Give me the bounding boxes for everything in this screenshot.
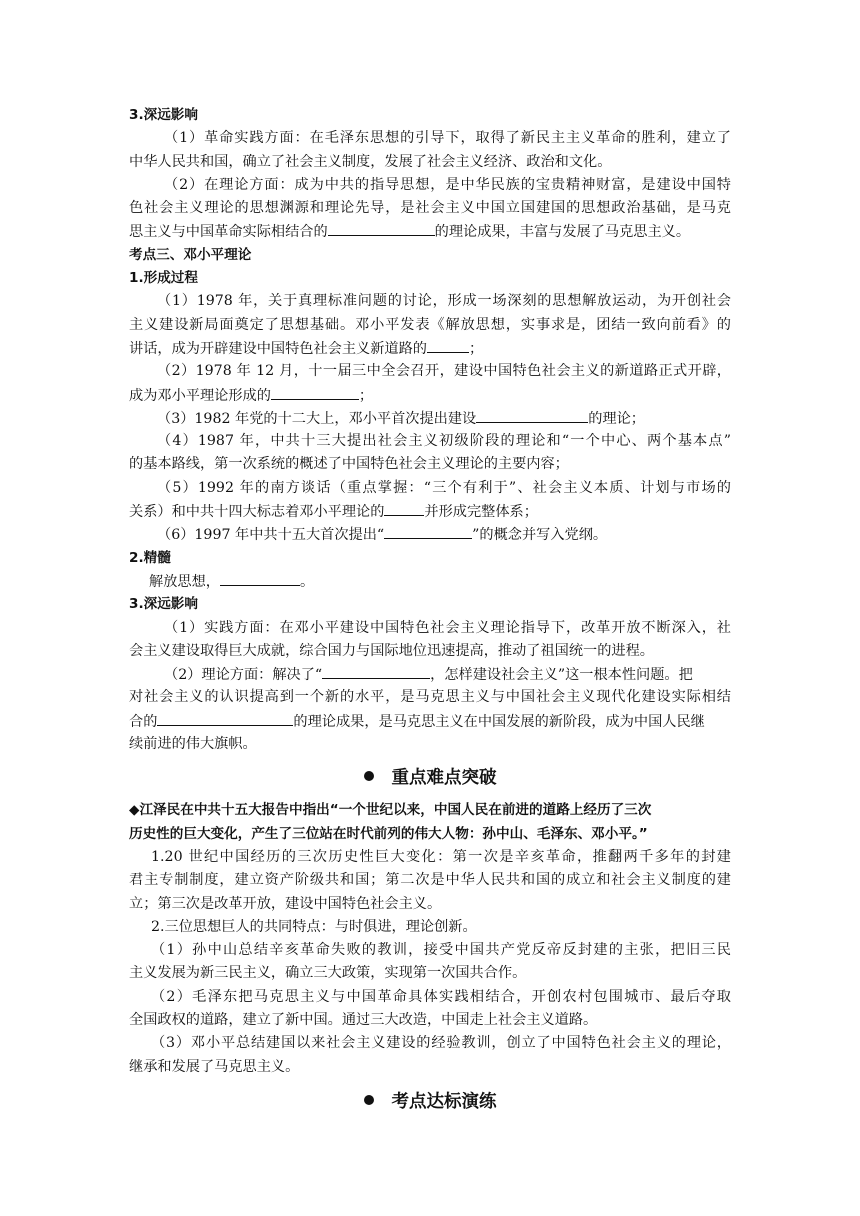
paragraph-line: 主义建设新局面奠定了思想基础。邓小平发表《解放思想，实事求是，团结一致向前看》的 (129, 316, 731, 333)
paragraph-line: （6）1997 年中共十五大首次提出“ ”的概念并写入党纲。 (129, 523, 731, 546)
fill-blank[interactable] (271, 384, 359, 400)
paragraph-line: 中华人民共和国，确立了社会主义制度，发展了社会主义经济、政治和文化。 (129, 153, 612, 170)
section-title-essence: 2.精髓 (129, 549, 171, 566)
section-title-impact-deng: 3.深远影响 (129, 596, 198, 613)
paragraph-line: 继承和发展了马克思主义。 (129, 1058, 300, 1075)
paragraph-line: 立；第三次是改革开放，建设中国特色社会主义。 (129, 895, 442, 912)
section-title-formation: 1.形成过程 (129, 270, 198, 287)
paragraph-line: （3）1982 年党的十二大上，邓小平首次提出建设 的理论； (129, 407, 731, 430)
paragraph-line: 成为邓小平理论形成的 ； (129, 384, 731, 407)
paragraph-line: 全国政权的道路，建立了新中国。通过三大改造，中国走上社会主义道路。 (129, 1011, 598, 1028)
paragraph-line: （2）1978 年 12 月，十一届三中全会召开，建设中国特色社会主义的新道路正式开辟， (157, 363, 731, 380)
paragraph-line: 2.三位思想巨人的共同特点：与时俱进，理论创新。 (151, 918, 477, 935)
paragraph-line: （2）理论方面：解决了“ ，怎样建设社会主义”这一根本性问题。把 (129, 663, 731, 686)
paragraph-line: （5）1992 年的南方谈话（重点掌握：“三个有利于”、社会主义本质、计划与市场的 (157, 479, 731, 496)
paragraph-line: 讲话，成为开辟建设中国特色社会主义新道路的 ； (129, 337, 731, 360)
paragraph-line: 解放思想， 。 (129, 570, 731, 593)
paragraph-line: 会主义建设取得巨大成就，综合国力与国际地位迅速提高，推动了祖国统一的进程。 (129, 642, 654, 659)
section-title-impact-mao: 3.深远影响 (129, 107, 198, 123)
paragraph-line: 主义发展为新三民主义，确立三大政策，实现第一次国共合作。 (129, 965, 527, 982)
paragraph-line: 君主专制制度，建立资产阶级共和国；第二次是中华人民共和国的成立和社会主义制度的建 (129, 872, 731, 889)
paragraph-line: （4）1987 年，中共十三大提出社会主义初级阶段的理论和“一个中心、两个基本点” (157, 433, 731, 450)
paragraph-line: 的基本路线，第一次系统的概述了中国特色社会主义理论的主要内容； (129, 456, 569, 473)
section-heading-practice: 考点达标演练 (129, 1081, 731, 1123)
paragraph-line: （1）孙中山总结辛亥革命失败的教训，接受中国共产党反帝反封建的主张，把旧三民 (151, 942, 731, 959)
paragraph-line: 1.20 世纪中国经历的三次历史性巨大变化：第一次是辛亥革命，推翻两千多年的封建 (151, 848, 731, 865)
fill-blank[interactable] (476, 407, 588, 423)
bullet-dot-icon (364, 1095, 374, 1105)
paragraph-line: （1）革命实践方面：在毛泽东思想的引导下，取得了新民主主义革命的胜利，建立了 (164, 130, 731, 147)
section-heading-difficult: 重点难点突破 (129, 757, 731, 799)
paragraph-line: 对社会主义的认识提高到一个新的水平，是马克思主义与中国社会主义现代化建设实际相结 (129, 689, 731, 706)
paragraph-line: （1）实践方面：在邓小平建设中国特色社会主义理论指导下，改革开放不断深入，社 (164, 619, 731, 636)
paragraph-line: 色社会主义理论的思想渊源和理论先导，是社会主义中国立国建国的思想政治基础，是马克 (129, 200, 731, 217)
fill-blank[interactable] (220, 570, 300, 586)
paragraph-line: （2）在理论方面：成为中共的指导思想，是中华民族的宝贵精神财富，是建设中国特 (164, 176, 731, 193)
fill-blank[interactable] (328, 220, 435, 236)
document-page (129, 104, 731, 1123)
paragraph-line: 关系）和中共十四大标志着邓小平理论的 并形成完整体系； (129, 500, 731, 523)
paragraph-line: 合的 的理论成果，是马克思主义在中国发展的新阶段，成为中国人民继 (129, 710, 731, 733)
paragraph-line: （2）毛泽东把马克思主义与中国革命具体实践相结合，开创农村包围城市、最后夺取 (151, 988, 731, 1005)
quote-line: ◆江泽民在中共十五大报告中指出“一个世纪以来，中国人民在前进的道路上经历了三次 (129, 802, 652, 819)
bullet-dot-icon (364, 771, 374, 781)
paragraph-line: 思主义与中国革命实际相结合的 的理论成果，丰富与发展了马克思主义。 (129, 220, 731, 243)
fill-blank[interactable] (157, 710, 293, 726)
paragraph-line: （1）1978 年，关于真理标准问题的讨论，形成一场深刻的思想解放运动，为开创社会 (157, 293, 731, 310)
paragraph-line: 续前进的伟大旗帜。 (129, 736, 257, 753)
fill-blank[interactable] (427, 337, 469, 353)
quote-line: 历史性的巨大变化，产生了三位站在时代前列的伟大人物：孙中山、毛泽东、邓小平。” (129, 825, 648, 842)
fill-blank[interactable] (322, 663, 430, 679)
fill-blank[interactable] (384, 523, 472, 539)
paragraph-line: （3）邓小平总结建国以来社会主义建设的经验教训，创立了中国特色社会主义的理论， (151, 1035, 731, 1052)
kaodian-title: 考点三、邓小平理论 (129, 246, 252, 263)
fill-blank[interactable] (384, 500, 424, 516)
